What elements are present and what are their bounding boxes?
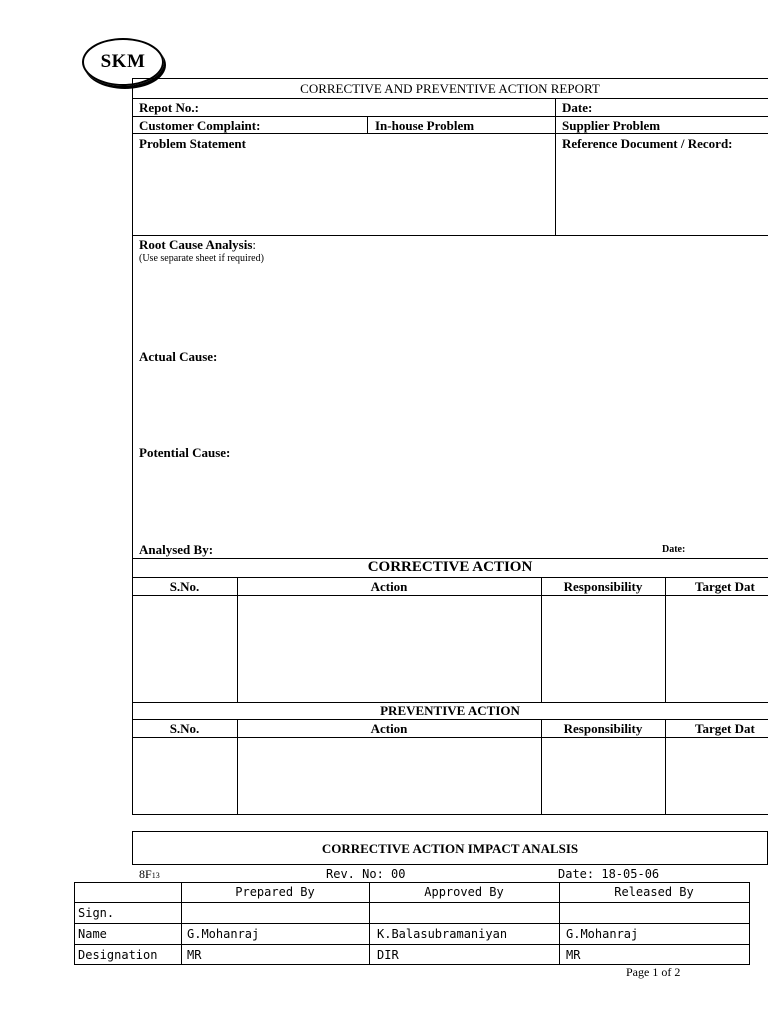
designation-row-label: Designation: [78, 948, 158, 962]
form-code-sub: 13: [151, 871, 160, 880]
corrective-col-target-date: Target Dat: [695, 579, 755, 594]
analysed-by-label: Analysed By:: [139, 542, 214, 557]
prepared-by-name: G.Mohanraj: [187, 927, 260, 941]
sign-row-label: Sign.: [78, 906, 115, 920]
prepared-by-designation: MR: [187, 948, 202, 962]
inhouse-problem-label: In-house Problem: [375, 118, 475, 133]
approved-by-name: K.Balasubramaniyan: [377, 927, 508, 941]
approved-by-header: Approved By: [424, 885, 504, 899]
root-cause-label: Root Cause Analysis: [139, 237, 253, 252]
actual-cause-label: Actual Cause:: [139, 349, 218, 364]
potential-cause-label: Potential Cause:: [139, 445, 231, 460]
supplier-problem-label: Supplier Problem: [562, 118, 661, 133]
released-by-designation: MR: [566, 948, 581, 962]
impact-analysis-box: [132, 831, 768, 865]
preventive-col-sno: S.No.: [169, 721, 200, 736]
customer-complaint-label: Customer Complaint:: [139, 118, 261, 133]
released-by-header: Released By: [614, 885, 694, 899]
logo-text: SKM: [100, 51, 146, 72]
prepared-by-header: Prepared By: [235, 885, 315, 899]
rev-no: Rev. No: 00: [326, 867, 406, 881]
problem-statement-label: Problem Statement: [139, 136, 246, 151]
analysed-date-label: Date:: [662, 544, 686, 555]
preventive-col-responsibility: Responsibility: [563, 721, 643, 736]
report-no-label: Repot No.:: [139, 100, 199, 115]
form-code-main: 8F: [139, 867, 152, 881]
form-code: [139, 867, 160, 883]
page-number: Page 1 of 2: [626, 965, 681, 979]
root-cause-note: (Use separate sheet if required): [139, 253, 264, 264]
approved-by-designation: DIR: [377, 948, 399, 962]
root-cause-heading: [139, 237, 256, 252]
reference-document-label: Reference Document / Record:: [562, 136, 733, 151]
date-label: Date:: [562, 100, 593, 115]
preventive-col-target-date: Target Dat: [695, 721, 755, 736]
corrective-action-title: CORRECTIVE ACTION: [367, 559, 533, 575]
root-cause-colon: :: [252, 237, 257, 252]
impact-analysis-title: CORRECTIVE ACTION IMPACT ANALSIS: [321, 841, 579, 856]
footer-date: Date: 18-05-06: [558, 867, 660, 881]
corrective-col-responsibility: Responsibility: [563, 579, 643, 594]
corrective-col-action: Action: [370, 579, 408, 594]
report-title: CORRECTIVE AND PREVENTIVE ACTION REPORT: [300, 81, 600, 96]
released-by-name: G.Mohanraj: [566, 927, 639, 941]
preventive-action-title: PREVENTIVE ACTION: [380, 703, 520, 718]
preventive-col-action: Action: [370, 721, 408, 736]
name-row-label: Name: [78, 927, 107, 941]
corrective-col-sno: S.No.: [169, 579, 200, 594]
